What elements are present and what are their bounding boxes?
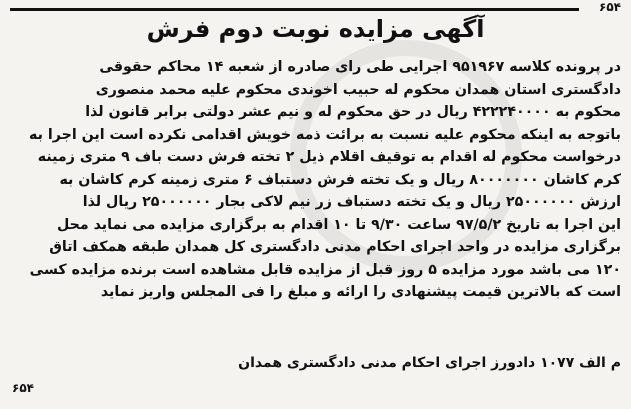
notice-line: ۱۲۰ می باشد مورد مزایده ۵ روز قبل از مزایده قابل مشاهده است برنده مزایده کسی	[29, 261, 621, 278]
notice-line: دادگستری استان همدان محکوم له حبیب اخوندی محکوم علیه محمد منصوری	[95, 81, 621, 98]
notice-line: این اجرا به تاریخ ۹۷/۵/۲ ساعت ۹/۳۰ تا ۱۰ اقدام به برگزاری مزایده می نماید محل	[57, 216, 621, 233]
notice-line: ارزش ۲۵۰۰۰۰۰۰ ریال و یک تخته دستباف زر نیم لاکی بجار ۲۵۰۰۰۰۰۰ ریال لذا	[82, 194, 621, 210]
top-divider	[10, 8, 579, 11]
notice-line: است که بالاترین قیمت پیشنهادی را ارائه و مبلغ را فی المجلس واریز نماید	[100, 284, 621, 300]
ad-code-bottom: ۶۵۴	[12, 381, 34, 395]
notice-line: باتوجه به اینکه محکوم علیه نسبت به برائت ذمه خویش اقدامی نکرده است این اجرا به	[29, 126, 621, 143]
notice-line: درخواست محکوم له اقدام به توقیف اقلام ذیل ۲ تخته فرش دست باف ۹ متری زمینه	[37, 149, 621, 165]
notice-title: آگهی مزایده نوبت دوم فرش	[146, 15, 485, 43]
notice-signature: م الف ۱۰۷۷ دادورز اجرای احکام مدنی دادگستری همدان	[238, 355, 621, 371]
notice-line: کرم کاشان ۸۰۰۰۰۰۰۰ ریال و یک تخته فرش دستباف ۶ متری زمینه کرم کاشان به	[59, 171, 621, 188]
notice-line: برگزاری مزایده در واحد اجرای احکام مدنی دادگستری کل همدان طبقه همکف اتاق	[49, 239, 621, 255]
ad-code-top: ۶۵۴	[599, 0, 621, 14]
notice-line: محکوم به ۴۲۲۲۴۰۰۰۰ ریال در حق محکوم له و نیم عشر دولتی برابر قانون لذا	[85, 104, 621, 120]
notice-body	[10, 56, 621, 304]
notice-line: در پرونده کلاسه ۹۵۱۹۶۷ اجرایی طی رای صادره از شعبه ۱۴ محاکم حقوقی	[99, 59, 621, 75]
